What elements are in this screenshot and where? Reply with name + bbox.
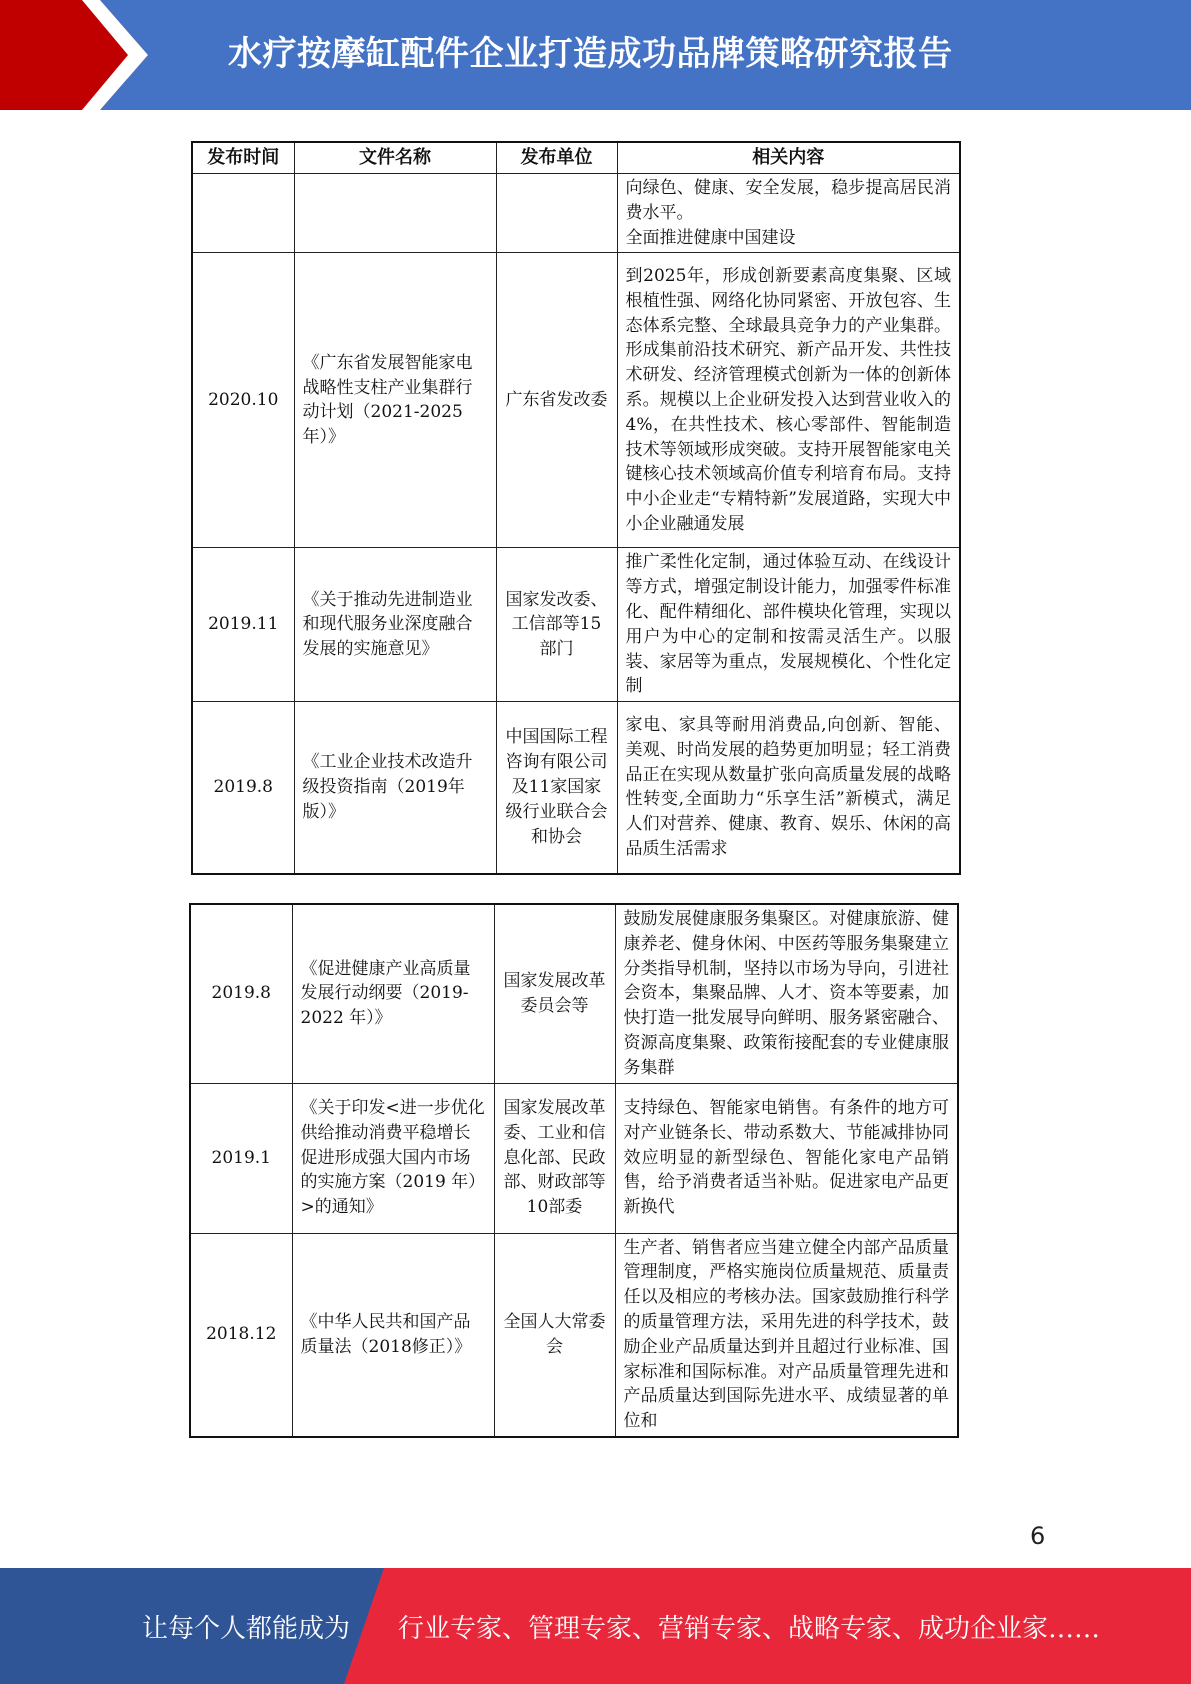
cell-issuer: 国家发改委、工信部等15部门 [496,548,617,702]
policy-table-bottom [189,903,959,1438]
cell-issuer: 中国国际工程咨询有限公司及11家国家级行业联合会和协会 [496,702,617,874]
cell-date: 2018.12 [190,1233,292,1437]
cell-date: 2019.1 [190,1083,292,1233]
cell-content: 推广柔性化定制，通过体验互动、在线设计等方式，增强定制设计能力，加强零件标准化、配件精细化、部件模块化管理，实现以用户为中心的定制和按需灵活生产。以服装、家居等为重点，发展规模化、个性化定制 [617,548,960,702]
cell-issuer: 国家发展改革委、工业和信息化部、民政部、财政部等10部委 [494,1083,615,1233]
table-row [190,904,958,1083]
column-header-issuer: 发布单位 [496,142,617,174]
column-header-document: 文件名称 [294,142,496,174]
page-title: 水疗按摩缸配件企业打造成功品牌策略研究报告 [228,34,953,74]
page-number: 6 [1030,1522,1046,1550]
cell-date: 2019.8 [190,904,292,1083]
cell-content: 鼓励发展健康服务集聚区。对健康旅游、健康养老、健身休闲、中医药等服务集聚建立分类指导机制，坚持以市场为导向，引进社会资本，集聚品牌、人才、资本等要素，加快打造一批发展导向鲜明、服务紧密融合、资源高度集聚、政策衔接配套的专业健康服务集群 [615,904,958,1083]
cell-issuer: 广东省发改委 [496,253,617,548]
header-chevron-icon [0,0,160,110]
table-row [192,702,960,874]
cell-document: 《关于印发<进一步优化供给推动消费平稳增长促进形成强大国内市场的实施方案（2019 年）>的通知》 [292,1083,494,1233]
cell-content: 生产者、销售者应当建立健全内部产品质量管理制度，严格实施岗位质量规范、质量责任以及相应的考核办法。国家鼓励推行科学的质量管理方法，采用先进的科学技术，鼓励企业产品质量达到并且超过行业标准、国家标准和国际标准。对产品质量管理先进和产品质量达到国际先进水平、成绩显著的单位和 [615,1233,958,1437]
cell-date: 2019.8 [192,702,294,874]
cell-content: 到2025年，形成创新要素高度集聚、区域根植性强、网络化协同紧密、开放包容、生态体系完整、全球最具竞争力的产业集群。形成集前沿技术研究、新产品开发、共性技术研发、经济管理模式创新为一体的创新体系。规模以上企业研发投入达到营业收入的4%，在共性技术、核心零部件、智能制造技术等领域形成突破。支持开展智能家电关键核心技术领域高价值专利培育布局。支持中小企业走“专精特新”发展道路，实现大中小企业融通发展 [617,253,960,548]
cell-document: 《中华人民共和国产品质量法（2018修正）》 [292,1233,494,1437]
policy-table-top [191,141,961,875]
table-row [190,1233,958,1437]
header-bar [0,0,1191,110]
cell-document: 《促进健康产业高质量发展行动纲要（2019-2022 年）》 [292,904,494,1083]
table-header-row [192,142,960,174]
table-row [192,548,960,702]
cell-date: 2019.11 [192,548,294,702]
footer-bar [0,1568,1191,1684]
cell-date [192,174,294,253]
cell-document: 《关于推动先进制造业和现代服务业深度融合发展的实施意见》 [294,548,496,702]
cell-content: 支持绿色、智能家电销售。有条件的地方可对产业链条长、带动系数大、节能减排协同效应明显的新型绿色、智能化家电产品销售，给予消费者适当补贴。促进家电产品更新换代 [615,1083,958,1233]
table-row [192,174,960,253]
footer-slogan-right: 行业专家、管理专家、营销专家、战略专家、成功企业家…… [398,1614,1101,1644]
table-row [192,253,960,548]
table-row [190,1083,958,1233]
footer-slogan-left: 让每个人都能成为 [142,1614,351,1644]
cell-issuer: 国家发展改革委员会等 [494,904,615,1083]
cell-document: 《工业企业技术改造升级投资指南（2019年版）》 [294,702,496,874]
column-header-date: 发布时间 [192,142,294,174]
cell-content: 向绿色、健康、安全发展，稳步提高居民消费水平。 全面推进健康中国建设 [617,174,960,253]
cell-content: 家电、家具等耐用消费品,向创新、智能、美观、时尚发展的趋势更加明显；轻工消费品正在实现从数量扩张向高质量发展的战略性转变,全面助力“乐享生活”新模式，满足人们对营养、健康、教育、娱乐、休闲的高品质生活需求 [617,702,960,874]
cell-document: 《广东省发展智能家电战略性支柱产业集群行动计划（2021-2025年）》 [294,253,496,548]
column-header-content: 相关内容 [617,142,960,174]
cell-date: 2020.10 [192,253,294,548]
cell-issuer [496,174,617,253]
cell-document [294,174,496,253]
cell-issuer: 全国人大常委会 [494,1233,615,1437]
